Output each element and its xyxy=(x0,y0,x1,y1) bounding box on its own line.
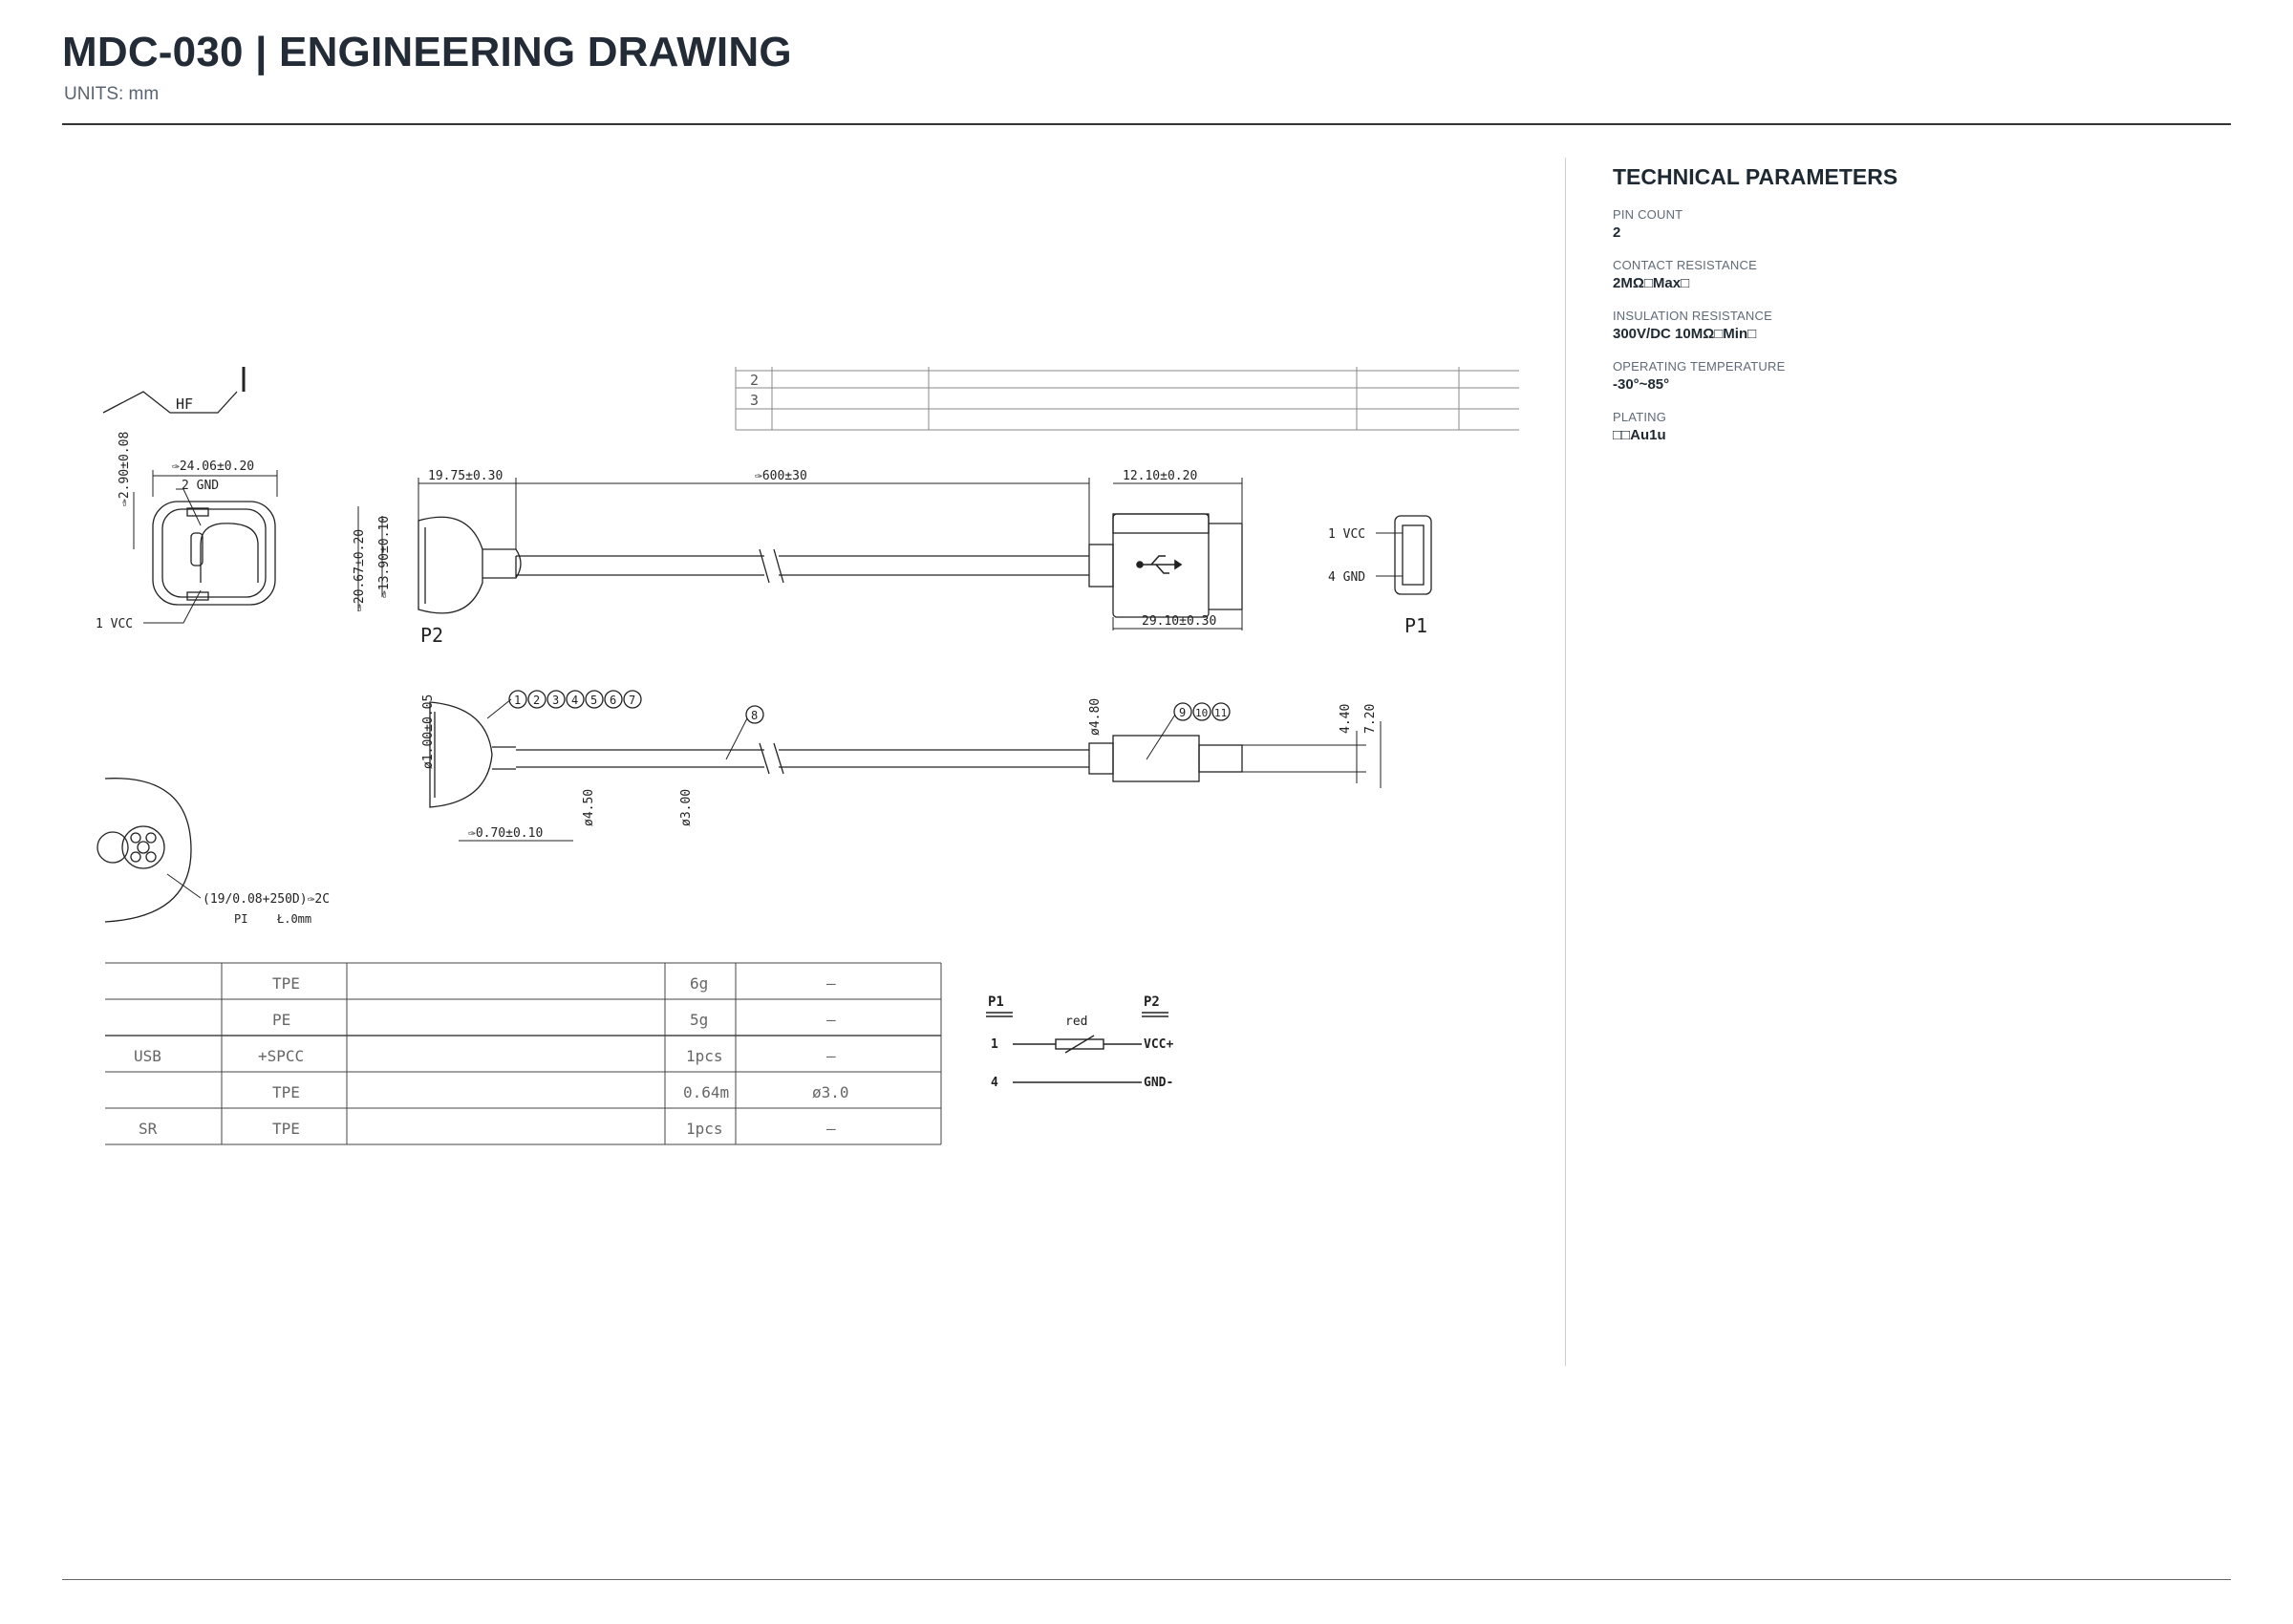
label-2-gnd: 2 GND xyxy=(182,479,220,493)
dim-600: ✑600±30 xyxy=(755,469,807,483)
dim-20-67: ✑20.67±0.20 xyxy=(353,528,367,611)
p2-front-view xyxy=(96,432,277,631)
balloon-3: 3 xyxy=(552,694,560,707)
dim-0-70: ✑0.70±0.10 xyxy=(468,826,544,841)
dim-4-40: 4.40 xyxy=(1339,703,1353,734)
footer-rule xyxy=(62,1579,2231,1580)
param-label: OPERATING TEMPERATURE xyxy=(1613,359,1786,374)
column-divider xyxy=(1565,158,1566,1366)
balloon-10: 10 xyxy=(1195,707,1209,719)
header-rule xyxy=(62,123,2231,125)
rev-row-2: 2 xyxy=(750,372,760,389)
schematic-pin4: 4 xyxy=(991,1076,998,1090)
p1-gnd-label: 4 GND xyxy=(1328,570,1366,585)
balloon-6: 6 xyxy=(610,694,617,707)
bom-r5-c3: 1pcs xyxy=(686,1120,723,1138)
p1-vcc-label: 1 VCC xyxy=(1328,527,1366,542)
param-label: PLATING xyxy=(1613,410,1667,424)
bom-r3-c3: 1pcs xyxy=(686,1047,723,1065)
param-operating-temperature xyxy=(1613,359,2186,393)
bom-r3-c2: +SPCC xyxy=(258,1047,305,1065)
engineering-drawing xyxy=(57,353,1548,1175)
cable-section-view xyxy=(421,691,1381,841)
schematic-vcc: VCC+ xyxy=(1144,1037,1174,1052)
bom-r1-c4: – xyxy=(826,974,836,993)
bom-r1-c2: TPE xyxy=(272,974,300,993)
param-value: □□Au1u xyxy=(1613,427,1666,443)
bom-r4-c2: TPE xyxy=(272,1083,300,1101)
param-value: 2 xyxy=(1613,224,1621,241)
cable-top-view xyxy=(353,469,1242,647)
param-pin-count xyxy=(1613,207,2186,241)
bom-r3-c4: – xyxy=(826,1047,836,1065)
bom-r2-c2: PE xyxy=(272,1011,291,1029)
param-value: 300V/DC 10MΩ□Min□ xyxy=(1613,326,1757,342)
bom-table xyxy=(105,963,941,1144)
cable-sub-a: PI xyxy=(234,912,248,926)
bom-r3-c1: USB xyxy=(134,1047,161,1065)
dim-12-10: 12.10±0.20 xyxy=(1123,469,1198,483)
dim-13-90: ✑13.90±0.10 xyxy=(377,515,392,598)
dim-24-06: ✑24.06±0.20 xyxy=(172,459,255,474)
bom-r2-c4: – xyxy=(826,1011,836,1029)
param-insulation-resistance xyxy=(1613,309,2186,342)
cable-sub-b: Ł.0mm xyxy=(277,912,312,926)
schematic-red: red xyxy=(1065,1015,1088,1029)
balloon-11: 11 xyxy=(1214,707,1228,719)
cable-spec: (19/0.08+250D)✑2C xyxy=(203,892,331,907)
bom-r5-c2: TPE xyxy=(272,1120,300,1138)
p1-label: P1 xyxy=(1404,614,1428,637)
dim-7-20: 7.20 xyxy=(1363,703,1378,734)
param-value: 2MΩ□Max□ xyxy=(1613,275,1690,291)
dim-19-75: 19.75±0.30 xyxy=(428,469,504,483)
page-title: MDC-030 | ENGINEERING DRAWING xyxy=(62,29,792,75)
bom-r2-c3: 5g xyxy=(690,1011,709,1029)
param-contact-resistance xyxy=(1613,258,2186,291)
balloon-2: 2 xyxy=(533,694,541,707)
dim-29-10: 29.10±0.30 xyxy=(1142,614,1217,629)
balloon-1: 1 xyxy=(514,694,522,707)
p1-end-view xyxy=(1328,516,1431,637)
revision-table xyxy=(736,367,1519,430)
schematic-pin1: 1 xyxy=(991,1037,998,1052)
param-value: -30°~85° xyxy=(1613,376,1670,393)
dim-2-90: ✑2.90±0.08 xyxy=(118,431,132,506)
cable-cross-section xyxy=(97,779,330,926)
param-label: PIN COUNT xyxy=(1613,207,1683,222)
dim-4-80: ø4.80 xyxy=(1088,697,1103,736)
usb-icon xyxy=(1137,556,1181,573)
p2-label: P2 xyxy=(420,624,444,647)
params-heading: TECHNICAL PARAMETERS xyxy=(1613,164,1898,189)
bom-r5-c4: – xyxy=(826,1120,836,1138)
schematic-gnd: GND- xyxy=(1144,1076,1174,1090)
balloon-9: 9 xyxy=(1179,706,1187,719)
schematic-p1: P1 xyxy=(988,994,1004,1010)
units-label: UNITS: mm xyxy=(64,84,160,104)
balloon-8: 8 xyxy=(751,709,759,722)
param-label: CONTACT RESISTANCE xyxy=(1613,258,1757,272)
balloon-group-1-7 xyxy=(509,691,641,708)
dim-3-00: ø3.00 xyxy=(679,788,694,826)
hf-mark xyxy=(103,367,244,413)
bom-r1-c3: 6g xyxy=(690,974,709,993)
rev-row-3: 3 xyxy=(750,392,760,409)
bom-r4-c3: 0.64m xyxy=(683,1083,730,1101)
dim-1-00: ø1.00±0.05 xyxy=(421,694,436,769)
balloon-7: 7 xyxy=(629,694,636,707)
balloon-group-9-11 xyxy=(1146,703,1230,759)
balloon-4: 4 xyxy=(571,694,579,707)
technical-parameters-panel xyxy=(1613,164,2186,460)
param-label: INSULATION RESISTANCE xyxy=(1613,309,1772,323)
bom-r5-c1: SR xyxy=(139,1120,158,1138)
label-1-vcc: 1 VCC xyxy=(96,617,134,631)
wiring-schematic xyxy=(986,994,1173,1090)
hf-label: HF xyxy=(176,395,194,413)
balloon-5: 5 xyxy=(590,694,598,707)
param-plating xyxy=(1613,410,2186,443)
dim-4-50: ø4.50 xyxy=(582,788,596,826)
bom-r4-c4: ø3.0 xyxy=(812,1083,849,1101)
schematic-p2: P2 xyxy=(1144,994,1160,1010)
